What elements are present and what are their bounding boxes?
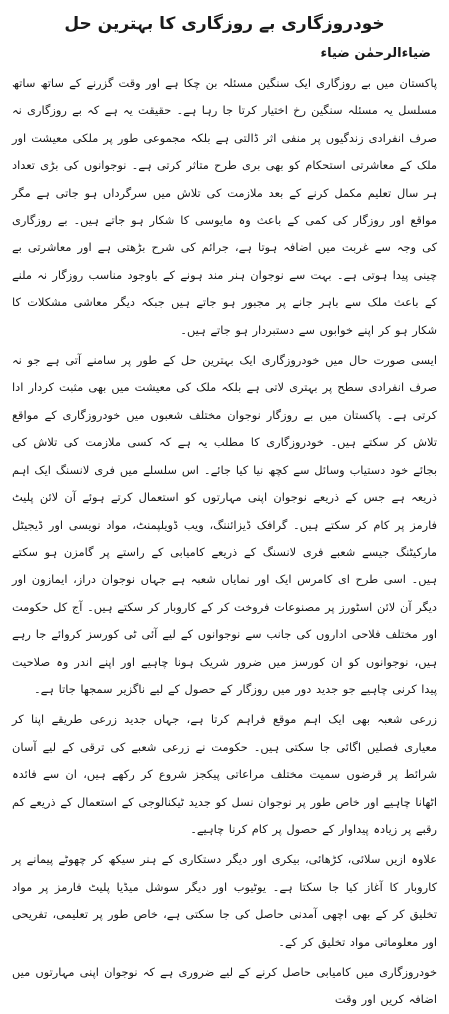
- article-paragraph-5: خودروزگاری میں کامیابی حاصل کرنے کے لیے ضروری ہے کہ نوجوان اپنی مہارتوں میں اضافہ کریں اور وقت: [12, 965, 437, 1007]
- article-paragraph-2: ایسی صورت حال میں خودروزگاری ایک بہترین حل کے طور پر سامنے آتی ہے جو نہ صرف انفرادی سطح پر بہتری لاتی ہے بلکہ ملک کی معیشت میں بھی مثبت کردار ادا کرتی ہے۔ پاکستان میں بے روزگار نوجوان مختلف شعبوں میں خودروزگاری کے مواقع تلاش کر سکتے ہیں۔ خودروزگاری کا مطلب یہ ہے کہ کسی ملازمت کی تلاش کی بجائے خود دستیاب وسائل سے کچھ نیا کیا جائے۔ اس سلسلے میں فری لانسنگ ایک اہم ذریعہ ہے جس کے ذریعے نوجوان اپنی مہارتوں کو استعمال کرتے ہوئے آن لائن پلیٹ فارمز پر کام کر سکتے ہیں۔ گرافک ڈیزائننگ، ویب ڈویلپمنٹ، مواد نویسی اور ڈیجیٹل مارکیٹنگ جیسے شعبے فری لانسنگ کے ذریعے کامیابی کے راستے پر گامزن ہو سکتے ہیں۔ اسی طرح ای کامرس ایک اور نمایاں شعبہ ہے جہاں نوجوان دراز، ایمازون اور دیگر آن لائن اسٹورز پر مصنوعات فروخت کر کے کاروبار کر سکتے ہیں۔ آج کل حکومت اور مختلف فلاحی اداروں کی جانب سے نوجوانوں کے لیے آئی ٹی کورسز کروائے جا رہے ہیں، نوجوانوں کو ان کورسز میں ضرور شریک ہونا چاہیے اور اپنے اندر وہ صلاحیت پیدا کرنی چاہیے جو جدید دور میں روزگار کے حصول کے لیے ناگزیر سمجھا جاتا ہے۔: [12, 353, 437, 696]
- article-title: خودروزگاری بے روزگاری کا بہترین حل: [64, 14, 385, 34]
- article-paragraph-1: پاکستان میں بے روزگاری ایک سنگین مسئلہ بن چکا ہے اور وقت گزرنے کے ساتھ ساتھ مسلسل یہ مسئلہ سنگین رخ اختیار کرتا جا رہا ہے۔ حقیقت یہ ہے کہ بے روزگاری نہ صرف انفرادی زندگیوں پر منفی اثر ڈالتی ہے بلکہ مجموعی طور پر ملکی معیشت اور ملک کے معاشرتی استحکام کو بھی بری طرح متاثر کرتی ہے۔ نوجوانوں کی بڑی تعداد ہر سال تعلیم مکمل کرنے کے بعد ملازمت کی تلاش میں سرگرداں ہو جاتی ہے مگر مواقع اور روزگار کی کمی کے باعث وہ مایوسی کا شکار ہو جاتے ہیں۔ بے روزگاری کی وجہ سے غربت میں اضافہ ہوتا ہے، جرائم کی شرح بڑھتی ہے اور معاشرتی بے چینی پیدا ہوتی ہے۔ بہت سے نوجوان ہنر مند ہونے کے باوجود مناسب روزگار نہ ملنے کے باعث ملک سے باہر جانے پر مجبور ہو جاتے ہیں جبکہ دیگر معاشی مشکلات کا شکار ہو کر اپنے خوابوں سے دستبردار ہو جاتے ہیں۔: [12, 76, 437, 337]
- article-paragraph-3: زرعی شعبہ بھی ایک اہم موقع فراہم کرتا ہے، جہاں جدید زرعی طریقے اپنا کر معیاری فصلیں اگائی جا سکتی ہیں۔ حکومت نے زرعی شعبے کی ترقی کے لیے آسان شرائط پر قرضوں سمیت مختلف مراعاتی پیکجز شروع کر رکھے ہیں، ان سے فائدہ اٹھانا چاہیے اور خاص طور پر نوجوان نسل کو جدید ٹیکنالوجی کے استعمال کے ذریعے کم رقبے پر زیادہ پیداوار کے حصول پر کام کرنا چاہیے۔: [12, 712, 437, 836]
- article-paragraph-4: علاوہ ازیں سلائی، کڑھائی، بیکری اور دیگر دستکاری کے ہنر سیکھ کر چھوٹے پیمانے پر کاروبار کا آغاز کیا جا سکتا ہے۔ یوٹیوب اور دیگر سوشل میڈیا پلیٹ فارمز پر مواد تخلیق کر کے بھی اچھی آمدنی حاصل کی جا سکتی ہے، خاص طور پر تعلیمی، تفریحی اور معلوماتی مواد تخلیق کر کے۔: [12, 852, 437, 949]
- article-author: ضیاءالرحمٰن ضیاء: [320, 46, 431, 61]
